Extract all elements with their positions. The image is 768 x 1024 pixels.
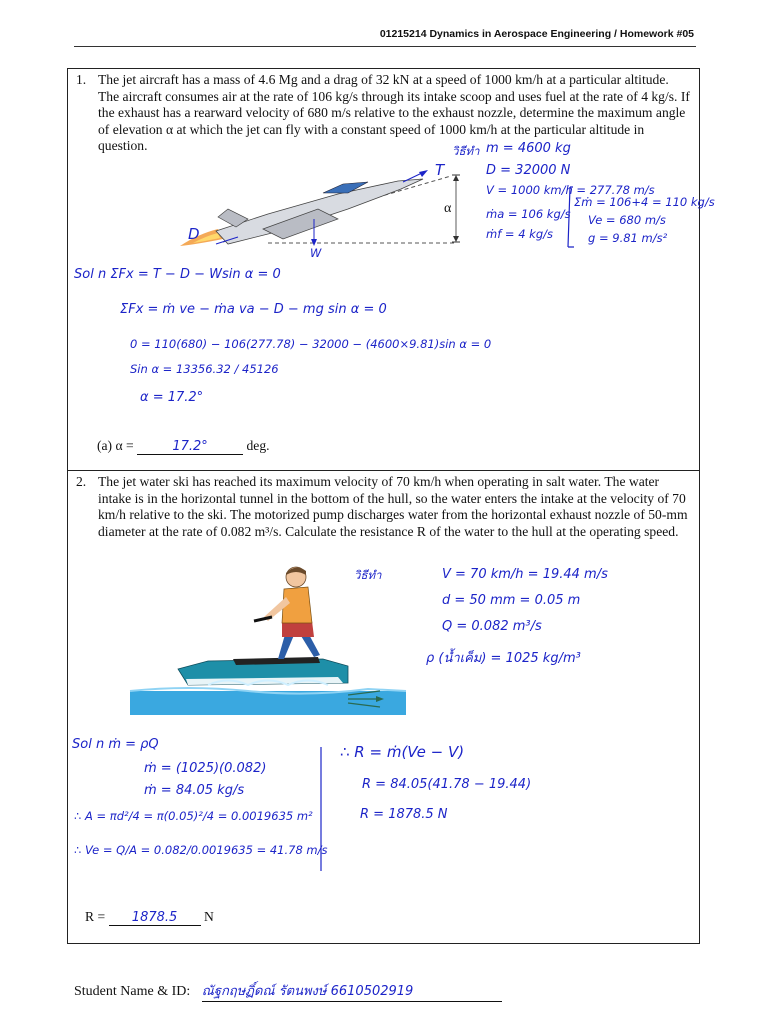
given-line: ṁa = 106 kg/s	[486, 207, 571, 221]
solution-line: Sol n ΣFx = T − D − Wsin α = 0	[74, 267, 281, 282]
answer-a	[97, 438, 270, 455]
student-name-value: ณัฐกฤษฏิ์ดณ์ รัตนพงษ์ 6610502919	[201, 984, 414, 999]
given-label: วิธีทำ	[452, 144, 480, 158]
answer-prefix: R =	[85, 909, 106, 924]
thrust-label: T	[435, 161, 445, 179]
student-row	[74, 980, 502, 1002]
question-number: 1.	[76, 72, 87, 87]
solution-line: ∴ Ve = Q/A = 0.082/0.0019635 = 41.78 m/s	[74, 843, 328, 857]
solution-line: R = 1878.5 N	[360, 807, 448, 822]
answer-r	[85, 909, 214, 926]
solution-line: 0 = 110(680) − 106(277.78) − 32000 − (4600×9.81)sin α = 0	[130, 337, 492, 351]
solution-line: ∴ A = πd²/4 = π(0.05)²/4 = 0.0019635 m²	[74, 809, 313, 823]
given-line: Ve = 680 m/s	[588, 213, 666, 227]
student-name-field[interactable]	[202, 980, 502, 1002]
question-body: The jet aircraft has a mass of 4.6 Mg and a drag of 32 kN at a speed of 1000 km/h at a particular altitude. The aircraft consumes air at the rate of 106 kg/s through its intake scoop and uses fuel at the rate of 4 kg/s. If the exhaust has a rearward velocity of 680 m/s relative to the exhaust nozzle, determine the maximum angle of elevation α at which the jet can fly with a constant speed of 1000 km/h at the particular altitude in question.	[98, 72, 690, 154]
solution-line: ΣFx = ṁ ve − ṁa va − D − mg sin α = 0	[120, 302, 387, 317]
solution-line: Sin α = 13356.32 / 45126	[130, 362, 279, 376]
course-header: 01215214 Dynamics in Aerospace Engineering / Homework #05	[379, 28, 694, 40]
answer-blank[interactable]	[109, 909, 201, 926]
given-line: Σṁ = 106+4 = 110 kg/s	[574, 195, 715, 209]
weight-label: W	[310, 246, 322, 260]
question-body: The jet water ski has reached its maximum velocity of 70 km/h when operating in salt water. The water intake is in the horizontal tunnel in the bottom of the hull, so the water enters the intake at the velocity of 70 km/h relative to the ski. The motorized pump discharges water from the horizontal exhaust nozzle of 50-mm diameter at the rate of 0.082 m³/s. Calculate the resistance R of the water to the hull at the operating speed.	[98, 474, 688, 539]
given-line: D = 32000 N	[486, 163, 571, 178]
solution-line: R = 84.05(41.78 − 19.44)	[362, 777, 532, 792]
given-line: m = 4600 kg	[486, 141, 571, 156]
header-divider	[74, 46, 696, 47]
solution-line: α = 17.2°	[140, 390, 204, 405]
solution-line: ṁ = 84.05 kg/s	[144, 783, 245, 798]
given-line: V = 70 km/h = 19.44 m/s	[442, 567, 608, 582]
question-1-box	[67, 68, 715, 471]
question-number: 2.	[76, 474, 87, 489]
answer-value: 17.2°	[172, 439, 208, 454]
given-line: V = 1000 km/h = 277.78 m/s	[486, 183, 655, 197]
question-2-box	[67, 470, 700, 944]
answer-blank[interactable]	[137, 438, 243, 455]
given-line: d = 50 mm = 0.05 m	[442, 593, 581, 608]
answer-prefix: (a) α =	[97, 438, 134, 453]
jet-ski-figure	[68, 471, 701, 945]
solution-line: ṁ = (1025)(0.082)	[144, 761, 267, 776]
answer-unit: N	[203, 909, 214, 924]
answer-value: 1878.5	[131, 910, 178, 925]
given-line: g = 9.81 m/s²	[588, 231, 668, 245]
given-label: วิธีทำ	[354, 568, 382, 582]
solution-line: Sol n ṁ = ρQ	[72, 737, 159, 752]
solution-line: ∴ R = ṁ(Ve − V)	[340, 743, 465, 761]
given-line: ṁf = 4 kg/s	[486, 227, 553, 241]
given-line: Q = 0.082 m³/s	[442, 619, 542, 634]
student-label: Student Name & ID:	[74, 984, 191, 999]
given-line: ρ (น้ำเค็ม) = 1025 kg/m³	[426, 651, 581, 666]
answer-unit: deg.	[246, 438, 270, 453]
alpha-label: α	[444, 201, 452, 216]
drag-label: D	[188, 225, 200, 243]
